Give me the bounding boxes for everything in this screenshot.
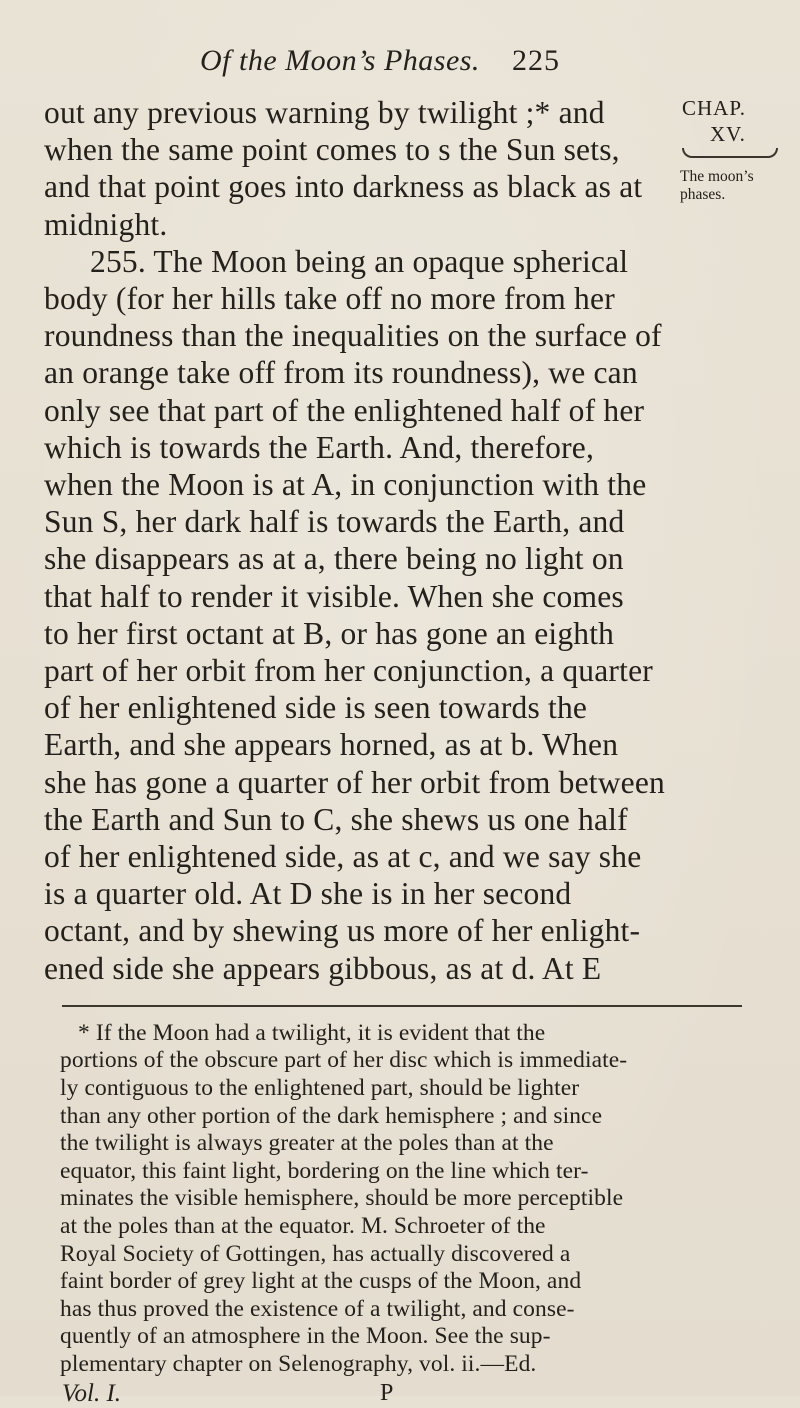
signature-mark: P: [380, 1379, 394, 1406]
footnote-line-8: at the poles than at the equator. M. Schroeter of the: [60, 1213, 546, 1239]
body-line-4: midnight.: [44, 206, 168, 242]
footnote-line-11: has thus proved the existence of a twilight, and conse-: [60, 1295, 575, 1322]
running-title: Of the Moon’s Phases.: [200, 44, 480, 77]
body-line-19: she has gone a quarter of her orbit from between: [44, 764, 665, 800]
body-line-7: roundness than the inequalities on the surface of: [44, 318, 662, 354]
body-line-16: part of her orbit from her conjunction, a quarter: [44, 653, 653, 688]
body-line-2: when the same point comes to s the Sun sets,: [44, 132, 620, 168]
footnote-line-13: plementary chapter on Selenography, vol. ii.—Ed.: [60, 1351, 537, 1377]
body-line-17: of her enlightened side is seen towards the: [44, 690, 588, 726]
footnote-line-10: faint border of grey light at the cusps of the Moon, and: [60, 1268, 582, 1295]
body-line-10: which is towards the Earth. And, therefore,: [44, 429, 595, 465]
body-line-5: 255. The Moon being an opaque spherical: [90, 243, 629, 279]
chapter-brace: [682, 148, 778, 158]
footnote-rule: [62, 1005, 742, 1007]
body-line-20: the Earth and Sun to C, she shews us one half: [44, 801, 628, 837]
body-line-18: Earth, and she appears horned, as at b. When: [44, 727, 619, 763]
footnote-line-6: equator, this faint light, bordering on the line which ter-: [60, 1157, 589, 1184]
side-note-line-2: phases.: [680, 186, 726, 203]
body-line-3: and that point goes into darkness as black as at: [44, 169, 643, 205]
side-note-line-1: The moon’s: [680, 168, 754, 185]
volume-signature: Vol. I.: [62, 1379, 122, 1407]
body-line-15: to her first octant at B, or has gone an eighth: [44, 615, 615, 651]
footnote-line-4: than any other portion of the dark hemisphere ; and since: [60, 1102, 603, 1129]
body-line-24: ened side she appears gibbous, as at d. At E: [44, 950, 602, 986]
footnote-line-2: portions of the obscure part of her disc which is immediate-: [60, 1047, 628, 1074]
body-line-1: out any previous warning by twilight ;* and: [44, 95, 605, 130]
chapter-number: XV.: [710, 122, 746, 146]
body-line-22: is a quarter old. At D she is in her second: [44, 876, 572, 912]
body-line-12: Sun S, her dark half is towards the Earth, and: [44, 504, 625, 540]
body-line-13: she disappears as at a, there being no light on: [44, 541, 624, 577]
footnote-line-12: quently of an atmosphere in the Moon. See the sup-: [60, 1323, 551, 1350]
body-line-8: an orange take off from its roundness), we can: [44, 355, 638, 391]
footnote-line-7: minates the visible hemisphere, should be more perceptible: [60, 1185, 624, 1212]
footnote-line-3: ly contiguous to the enlightened part, should be lighter: [60, 1075, 580, 1101]
footnote-line-1: * If the Moon had a twilight, it is evident that the: [78, 1019, 546, 1046]
footnote-line-5: the twilight is always greater at the poles than at the: [60, 1130, 554, 1157]
chapter-label: CHAP.: [682, 96, 746, 120]
page-number: 225: [512, 44, 560, 77]
body-line-9: only see that part of the enlightened half of her: [44, 392, 645, 428]
footnote-line-9: Royal Society of Gottingen, has actually discovered a: [60, 1240, 571, 1267]
body-line-6: body (for her hills take off no more from her: [44, 281, 615, 316]
body-line-21: of her enlightened side, as at c, and we say she: [44, 839, 642, 874]
body-line-14: that half to render it visible. When she comes: [44, 578, 624, 614]
body-line-23: octant, and by shewing us more of her enlight-: [44, 913, 641, 949]
body-line-11: when the Moon is at A, in conjunction with the: [44, 467, 647, 502]
